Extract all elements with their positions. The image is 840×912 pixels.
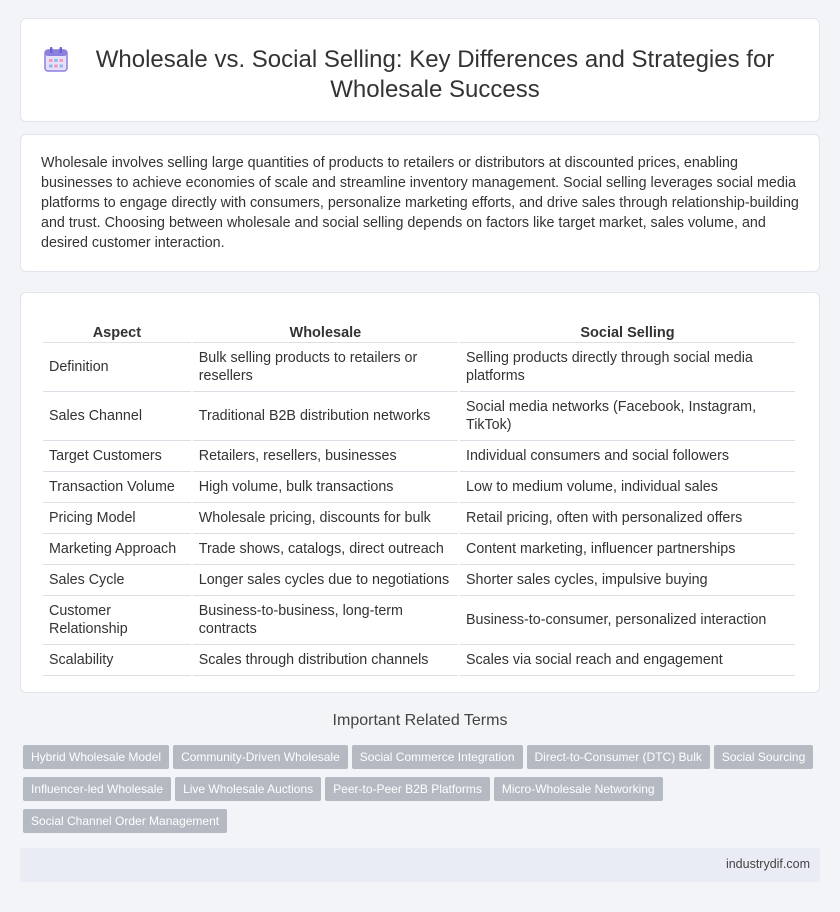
cell-aspect: Transaction Volume bbox=[43, 472, 191, 503]
cell-aspect: Customer Relationship bbox=[43, 596, 191, 645]
cell-social-selling: Shorter sales cycles, impulsive buying bbox=[460, 565, 795, 596]
table-row bbox=[43, 472, 795, 503]
cell-social-selling: Content marketing, influencer partnerships bbox=[460, 534, 795, 565]
related-term-tag[interactable]: Peer-to-Peer B2B Platforms bbox=[325, 777, 490, 801]
table-row bbox=[43, 392, 795, 441]
cell-aspect: Sales Cycle bbox=[43, 565, 191, 596]
related-term-tag[interactable]: Live Wholesale Auctions bbox=[175, 777, 321, 801]
table-header-row bbox=[43, 313, 795, 343]
cell-aspect: Scalability bbox=[43, 645, 191, 676]
cell-social-selling: Retail pricing, often with personalized offers bbox=[460, 503, 795, 534]
related-term-tag[interactable]: Community-Driven Wholesale bbox=[173, 745, 348, 769]
table-row bbox=[43, 441, 795, 472]
cell-aspect: Marketing Approach bbox=[43, 534, 191, 565]
cell-wholesale: Wholesale pricing, discounts for bulk bbox=[193, 503, 458, 534]
intro-paragraph: Wholesale involves selling large quantities of products to retailers or distributors at discounted prices, enabling businesses to achieve economies of scale and streamline inventory management. Social selling leverages social media platforms to engage directly with consumers, personalize marketing efforts, and drive sales through relationship-building and trust. Choosing between wholesale and social selling depends on factors like target market, sales volume, and desired customer interaction. bbox=[41, 155, 799, 251]
cell-wholesale: Traditional B2B distribution networks bbox=[193, 392, 458, 441]
table-row bbox=[43, 596, 795, 645]
header-card bbox=[20, 18, 820, 122]
header-social-selling: Social Selling bbox=[460, 313, 795, 343]
related-term-tag[interactable]: Social Channel Order Management bbox=[23, 809, 227, 833]
page-title: Wholesale vs. Social Selling: Key Differences and Strategies for Wholesale Success bbox=[95, 46, 775, 103]
cell-wholesale: High volume, bulk transactions bbox=[193, 472, 458, 503]
related-term-tag[interactable]: Social Commerce Integration bbox=[352, 745, 523, 769]
cell-wholesale: Retailers, resellers, businesses bbox=[193, 441, 458, 472]
cell-aspect: Target Customers bbox=[43, 441, 191, 472]
cell-wholesale: Business-to-business, long-term contracts bbox=[193, 596, 458, 645]
related-term-tag[interactable]: Influencer-led Wholesale bbox=[23, 777, 171, 801]
cell-social-selling: Selling products directly through social media platforms bbox=[460, 343, 795, 392]
table-row bbox=[43, 534, 795, 565]
cell-wholesale: Longer sales cycles due to negotiations bbox=[193, 565, 458, 596]
related-term-tag[interactable]: Direct-to-Consumer (DTC) Bulk bbox=[527, 745, 710, 769]
related-term-tag[interactable]: Micro-Wholesale Networking bbox=[494, 777, 663, 801]
cell-social-selling: Social media networks (Facebook, Instagram, TikTok) bbox=[460, 392, 795, 441]
footer-site-link[interactable]: industrydif.com bbox=[725, 857, 810, 871]
cell-wholesale: Scales through distribution channels bbox=[193, 645, 458, 676]
cell-social-selling: Scales via social reach and engagement bbox=[460, 645, 795, 676]
intro-card bbox=[20, 134, 820, 272]
comparison-table bbox=[41, 313, 797, 676]
cell-social-selling: Low to medium volume, individual sales bbox=[460, 472, 795, 503]
cell-social-selling: Individual consumers and social followers bbox=[460, 441, 795, 472]
related-terms-title: Important Related Terms bbox=[332, 712, 508, 729]
header-wholesale: Wholesale bbox=[193, 313, 458, 343]
footer bbox=[20, 848, 820, 882]
related-term-tag[interactable]: Hybrid Wholesale Model bbox=[23, 745, 169, 769]
related-terms-list bbox=[23, 745, 823, 841]
comparison-table-card bbox=[20, 292, 820, 693]
cell-aspect: Sales Channel bbox=[43, 392, 191, 441]
table-row bbox=[43, 343, 795, 392]
cell-wholesale: Trade shows, catalogs, direct outreach bbox=[193, 534, 458, 565]
cell-wholesale: Bulk selling products to retailers or resellers bbox=[193, 343, 458, 392]
table-row bbox=[43, 565, 795, 596]
related-term-tag[interactable]: Social Sourcing bbox=[714, 745, 813, 769]
cell-social-selling: Business-to-consumer, personalized interaction bbox=[460, 596, 795, 645]
header-aspect: Aspect bbox=[43, 313, 191, 343]
cell-aspect: Definition bbox=[43, 343, 191, 392]
table-row bbox=[43, 503, 795, 534]
cell-aspect: Pricing Model bbox=[43, 503, 191, 534]
table-row bbox=[43, 645, 795, 676]
